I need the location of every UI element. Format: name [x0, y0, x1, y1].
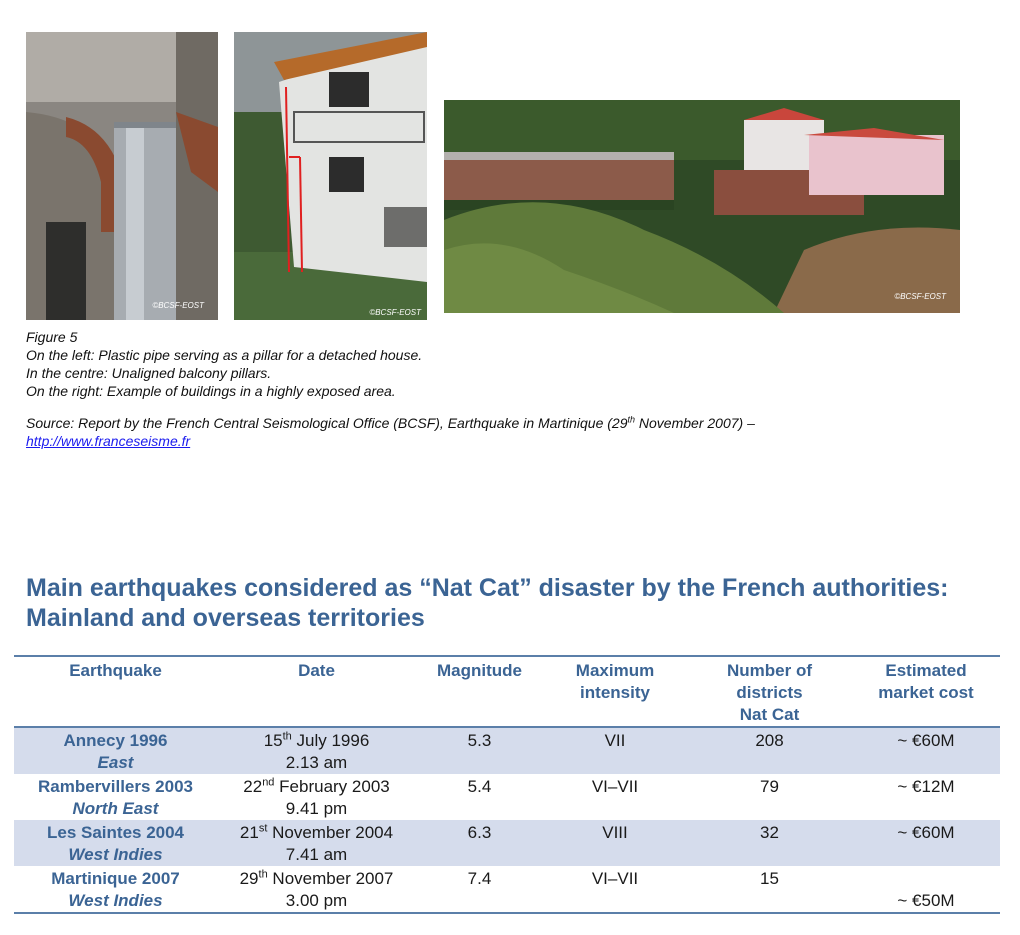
figure-caption: [26, 328, 926, 400]
cell-districts: 15: [760, 869, 779, 888]
header-districts-line-2: districts: [736, 683, 803, 702]
cell-date: [217, 820, 416, 866]
cell-intensity: VII: [543, 727, 687, 774]
photo-unaligned-balcony-pillars: [234, 32, 427, 320]
table-row: [14, 727, 1000, 774]
date-day: 15: [263, 731, 283, 750]
header-cost-line-1: Estimated: [885, 661, 967, 680]
header-date: Date: [298, 661, 335, 680]
date-day-suffix: th: [282, 730, 292, 743]
date-time: 9.41 pm: [285, 799, 348, 818]
cell-earthquake: [14, 820, 217, 866]
source-prefix: Source: Report by the French Central Seismological Office (BCSF), Earthquake in Martinique (29: [26, 415, 628, 431]
caption-line-centre: In the centre: Unaligned balcony pillars.: [26, 365, 272, 381]
earthquake-region: North East: [72, 799, 159, 818]
figure-label: Figure 5: [26, 329, 78, 345]
cell-cost: ~ €12M: [897, 777, 955, 796]
header-intensity: [543, 656, 687, 727]
header-cost-line-2: market cost: [878, 683, 974, 702]
table-header-row: [14, 656, 1000, 727]
date-day: 29: [239, 869, 259, 888]
photo-plastic-pipe-pillar: [26, 32, 218, 320]
cell-cost: ~ €60M: [852, 727, 1000, 774]
cell-date: [217, 774, 416, 820]
date-time: 2.13 am: [285, 753, 348, 772]
date-day-suffix: nd: [262, 776, 275, 789]
date-time: 7.41 am: [285, 845, 348, 864]
header-districts-line-1: Number of: [727, 661, 812, 680]
table-row: [14, 820, 1000, 866]
date-day-suffix: st: [258, 822, 268, 835]
cell-earthquake: [14, 727, 217, 774]
date-day: 22: [243, 777, 263, 796]
cell-districts: 79: [760, 777, 779, 796]
header-districts: [687, 656, 852, 727]
section-heading: Main earthquakes considered as “Nat Cat” disaster by the French authorities: Mainland and overseas territories: [26, 574, 949, 632]
date-month-year: November 2007: [267, 869, 394, 888]
header-intensity-line-2: intensity: [580, 683, 650, 702]
date-month-year: July 1996: [291, 731, 370, 750]
cell-date: [217, 727, 416, 774]
date-day-suffix: th: [258, 868, 268, 881]
earthquake-name: Rambervillers 2003: [38, 777, 193, 796]
header-earthquake: Earthquake: [69, 661, 162, 680]
earthquake-region: East: [97, 753, 134, 772]
cell-date: [217, 866, 416, 913]
earthquake-name: Annecy 1996: [63, 731, 168, 750]
cell-magnitude: 7.4: [467, 869, 492, 888]
cell-intensity: VI–VII: [591, 869, 639, 888]
date-day: 21: [239, 823, 259, 842]
cell-cost: ~ €60M: [852, 820, 1000, 866]
earthquake-name: Les Saintes 2004: [46, 823, 185, 842]
header-intensity-line-1: Maximum: [575, 661, 655, 680]
caption-line-right: On the right: Example of buildings in a highly exposed area.: [26, 383, 396, 399]
cell-districts: 32: [687, 820, 852, 866]
cell-earthquake: [14, 866, 217, 913]
date-time: 3.00 pm: [285, 891, 348, 910]
earthquake-region: West Indies: [68, 891, 163, 910]
earthquakes-table: [14, 655, 1000, 914]
table-row: [14, 774, 1000, 820]
source-link[interactable]: http://www.franceseisme.fr: [26, 433, 191, 449]
date-month-year: November 2004: [267, 823, 394, 842]
cell-magnitude: 5.3: [416, 727, 543, 774]
cell-intensity: VI–VII: [591, 777, 639, 796]
caption-line-left: On the left: Plastic pipe serving as a pillar for a detached house.: [26, 347, 423, 363]
header-cost: [852, 656, 1000, 727]
date-month-year: February 2003: [274, 777, 390, 796]
photo-credit: ©BCSF-EOST: [894, 292, 946, 301]
cell-magnitude: 6.3: [416, 820, 543, 866]
cell-earthquake: [14, 774, 217, 820]
cell-intensity: VIII: [543, 820, 687, 866]
table-row: [14, 866, 1000, 913]
photo-exposed-hillside-buildings: [444, 100, 960, 313]
source-suffix: November 2007) –: [635, 415, 755, 431]
earthquake-region: West Indies: [68, 845, 163, 864]
cell-cost: ~ €50M: [897, 891, 955, 910]
header-magnitude: Magnitude: [437, 661, 522, 680]
photo-credit: ©BCSF-EOST: [152, 301, 204, 310]
source-note: [26, 414, 926, 450]
cell-districts: 208: [687, 727, 852, 774]
earthquake-name: Martinique 2007: [51, 869, 180, 888]
photo-credit: ©BCSF-EOST: [369, 308, 421, 317]
source-sup: th: [627, 414, 636, 425]
header-districts-line-3: Nat Cat: [739, 705, 800, 724]
cell-magnitude: 5.4: [467, 777, 492, 796]
